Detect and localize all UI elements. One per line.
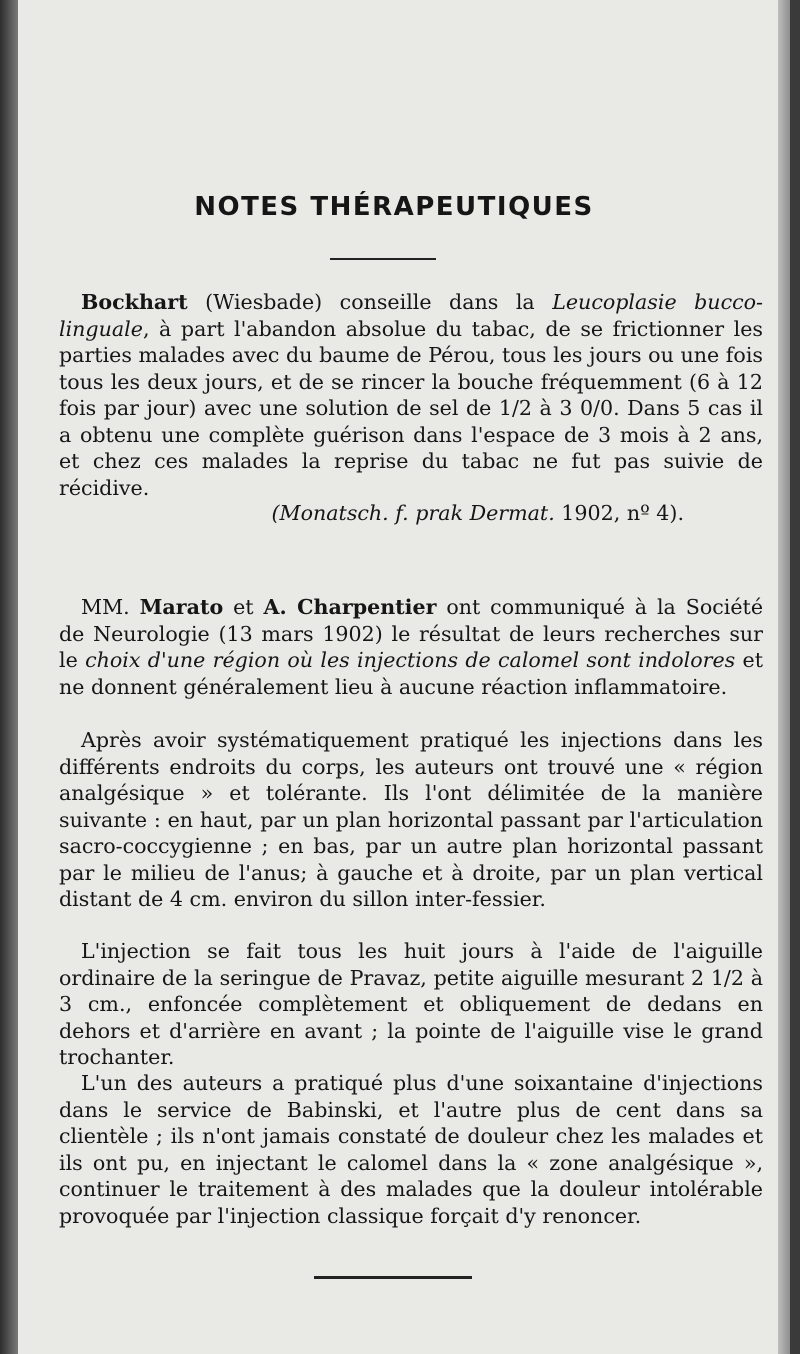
note2-paragraph-region: Après avoir systématiquement pratiqué les injections dans les différents endroits du corps, les auteurs ont trouvé une « région analgésique » et tolérante. Ils l'ont délimitée de la manière suivante : en haut, par un plan horizontal passant par l'articulation sacro-coccygienne ; en bas, par un autre plan horizontal passant par le milieu de l'anus; à gauche et à droite, par un plan vertical distant de 4 cm. environ du sillon inter-fessier. [59, 728, 763, 911]
note2-paragraph-injection: L'injection se fait tous les huit jours à l'aide de l'aiguille ordinaire de la seringue de Pravaz, petite aiguille mesurant 2 1/2 à 3 cm., enfoncée complètement et obliquement de dedans en dehors et d'arrière en avant ; la pointe de l'aiguille vise le grand trochanter. [59, 939, 763, 1069]
author-marato: Marato [139, 595, 224, 619]
note2-joiner: et [223, 595, 264, 619]
note1-text-a: (Wiesbade) conseille dans la [187, 290, 553, 314]
note-marato-charpentier [59, 594, 763, 700]
section-title: NOTES THÉRAPEUTIQUES [194, 192, 594, 222]
citation-journal: (Monatsch. f. prak Dermat. [271, 501, 555, 525]
note2-topic: choix d'une région où les injections de calomel sont indolores [85, 648, 736, 672]
note1-citation [18, 500, 770, 527]
author-charpentier: A. Charpentier [263, 595, 437, 619]
scan-left-edge [0, 0, 18, 1354]
end-divider [314, 1276, 472, 1279]
note1-disease: Leucoplasie bucco-linguale [59, 290, 763, 341]
title-divider [330, 258, 436, 260]
note2-text-a: ont communiqué à la Société de Neurologie (13 mars 1902) le résultat de leurs recherches sur le [59, 595, 764, 672]
book-page [18, 0, 790, 1354]
note-bockhart [59, 289, 763, 501]
note1-text-b: , à part l'abandon absolue du tabac, de se frictionner les parties malades avec du baume de Pérou, tous les jours ou une fois tous les deux jours, et de se rincer la bouche fréquemment (6 à 12 fois par jour) avec une solution de sel de 1/2 à 3 0/0. Dans 5 cas il a obtenu une complète guérison dans l'espace de 3 mois à 2 ans, et chez ces malades la reprise du tabac ne fut pas suivie de récidive. [59, 316, 763, 500]
scan-right-edge [778, 0, 790, 1354]
citation-ref: 1902, nº 4). [554, 501, 684, 525]
author-bockhart: Bockhart [81, 290, 188, 314]
note2-paragraph-results: L'un des auteurs a pratiqué plus d'une soixantaine d'injections dans le service de Babinski, et l'autre plus de cent dans sa clientèle ; ils n'ont jamais constaté de douleur chez les malades et ils ont pu, en injectant le calomel dans la « zone analgésique », continuer le traitement à des malades que la douleur intolérable provoquée par l'injection classique forçait d'y renoncer. [59, 1071, 763, 1228]
note2-prefix: MM. [81, 595, 140, 619]
note2-text-b: et ne donnent généralement lieu à aucune réaction inflammatoire. [59, 648, 763, 699]
